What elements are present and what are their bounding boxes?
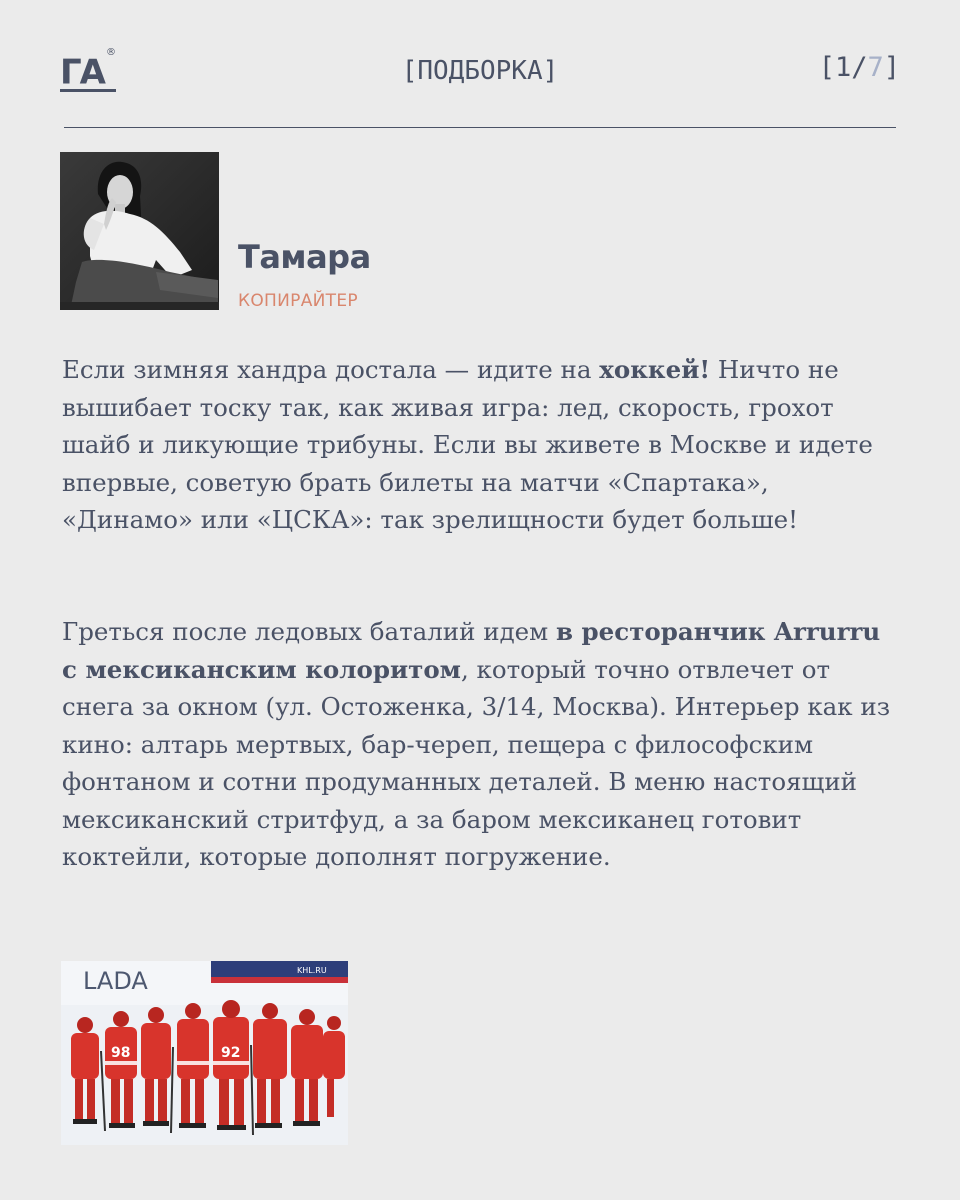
hockey-team-photo [61,961,348,1145]
paragraph-hockey: Если зимняя хандра достала — идите на хоккей! Ничто не вышибает тоску так, как живая игра: лед, скорость, грохот шайб и ликующие трибуны. Если вы живете в Москве и идете впервые, советую брать билеты на матчи «Спартака», «Динамо» или «ЦСКА»: так зрелищности будет больше! [62,355,873,534]
section-title: [ПОДБОРКА] [401,56,559,86]
author-avatar [60,152,219,310]
registered-mark: ® [105,47,116,58]
jersey-number-left: 98 [111,1045,131,1061]
banner-brand: LADA [83,967,148,995]
banner-site: KHL.RU [297,966,327,975]
page-total: 7 [867,52,884,83]
jersey-number-center: 92 [221,1045,241,1061]
page-indicator: [1/7] [818,52,900,83]
author-photo [60,152,219,310]
author-name: Тамара [238,238,371,276]
hockey-scene [61,961,348,1145]
paragraph-restaurant: Греться после ледовых баталий идем в ресторанчик Arrurru с мексиканским колоритом, который точно отвлечет от снега за окном (ул. Остоженка, 3/14, Москва). Интерьер как из кино: алтарь мертвых, бар-череп, пещера с философским фонтаном и сотни продуманных деталей. В меню настоящий мексиканский стритфуд, а за баром мексиканец готовит коктейли, которые дополнят погружение. [62,617,891,871]
brand-logo: ГА ® [60,47,116,93]
header-divider [64,127,896,128]
emphasis-hockey: хоккей! [599,355,711,384]
emphasis-restaurant: в ресторанчик Arrurru с мексиканским колоритом [62,617,881,684]
author-role: КОПИРАЙТЕР [238,291,358,311]
